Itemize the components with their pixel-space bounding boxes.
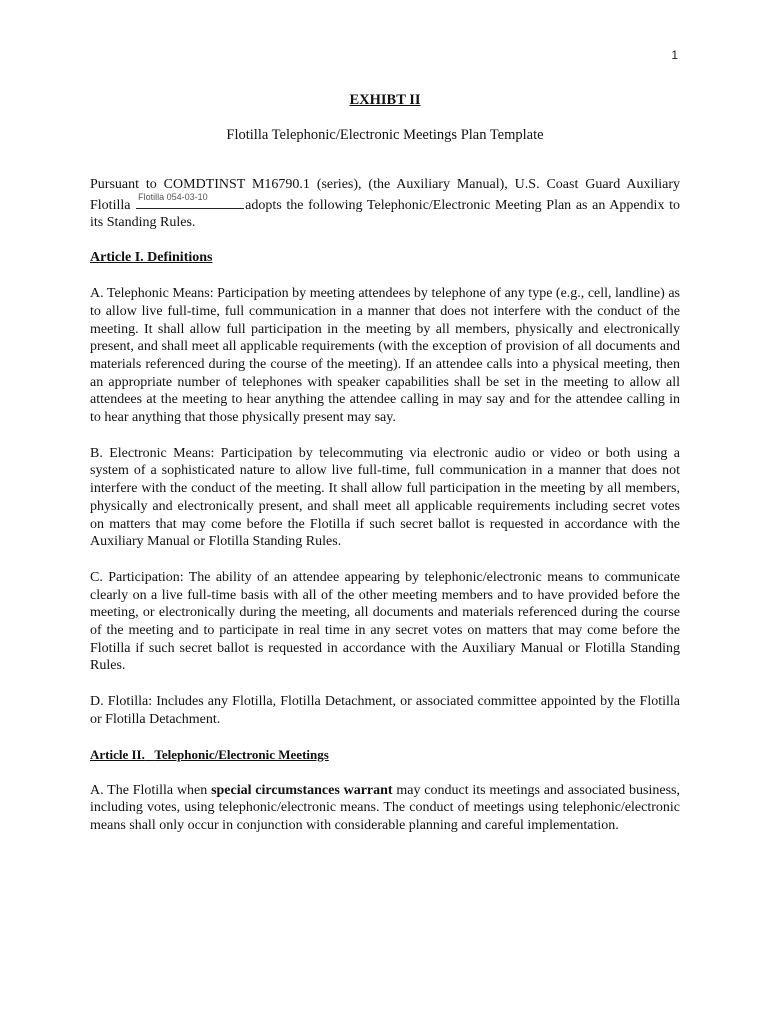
article-2-a-text-after: may conduct its meetings and associated business, including votes, using telephonic/electronic means. The conduct of meetings using telephonic/electronic means shall only occur in conjunction with considerable planning and careful implementation. [90,782,680,833]
definition-b-electronic: B. Electronic Means: Participation by telecommuting via electronic audio or video or both using a system of a sophisticated nature to allow live full-time, full communication in a manner that does not interfere with the conduct of the meeting. It shall allow full participation in the meeting by all members, physically and electronically present, and shall meet all applicable requirements including secret votes on matters that may come before the Flotilla if such secret ballot is requested in accordance with the Auxiliary Manual or Flotilla Standing Rules. [90,445,680,550]
document-content [90,92,680,853]
article-2-heading [90,747,680,763]
page-number: 1 [671,48,678,62]
intro-text-after: adopts the following Telephonic/Electronic Meeting Plan as an Appendix to its Standing Rules. [90,197,680,231]
intro-text-before: Pursuant to COMDTINST M16790.1 (series), (the Auxiliary Manual), U.S. Coast Guard Auxiliary Flotilla [90,177,680,213]
article-2-heading-title: Telephonic/Electronic Meetings [154,746,329,762]
plan-title: Flotilla Telephonic/Electronic Meetings Plan Template [226,127,544,143]
intro-paragraph [90,176,680,232]
flotilla-field [136,194,244,209]
flotilla-input[interactable] [136,191,244,204]
article-2-a-text-before: A. The Flotilla when [90,782,212,798]
definition-d-flotilla: D. Flotilla: Includes any Flotilla, Flotilla Detachment, or associated committee appointed by the Flotilla or Flotilla Detachment. [90,694,680,727]
article-2-paragraph-a [90,782,680,835]
exhibit-title: EXHIBT II [349,92,421,108]
article-1-heading: Article I. Definitions [90,250,213,266]
definition-a-telephonic: A. Telephonic Means: Participation by meeting attendees by telephone of any type (e.g., cell, landline) as to allow live full-time, full communication in a manner that does not interfere with the conduct of the meeting. It shall allow full participation in the meeting by all members, physically and electronically present, and shall meet all applicable requirements (with the exception of provision of all documents and materials referenced during the course of the meeting). If an attendee calls into a physical meeting, then an appropriate number of telephones with speaker capabilities shall be set in the meeting to allow all attendees at the meeting to hear anything the attendee calling in may say and for the attendee calling in to hear anything that those physically present may say. [90,286,680,426]
article-2-heading-number: Article II. [90,746,145,762]
definition-c-participation: C. Participation: The ability of an attendee appearing by telephonic/electronic means to communicate clearly on a live full-time basis with all of the other meeting members and to have provided before the meeting, or electronically during the meeting, all documents and materials referenced during the course of the meeting and to participate in real time in any secret votes on matters that may come before the Flotilla if such secret ballot is requested in accordance with the Auxiliary Manual or Flotilla Standing Rules. [90,569,680,674]
special-circumstances-emphasis: special circumstances warrant [211,782,393,798]
